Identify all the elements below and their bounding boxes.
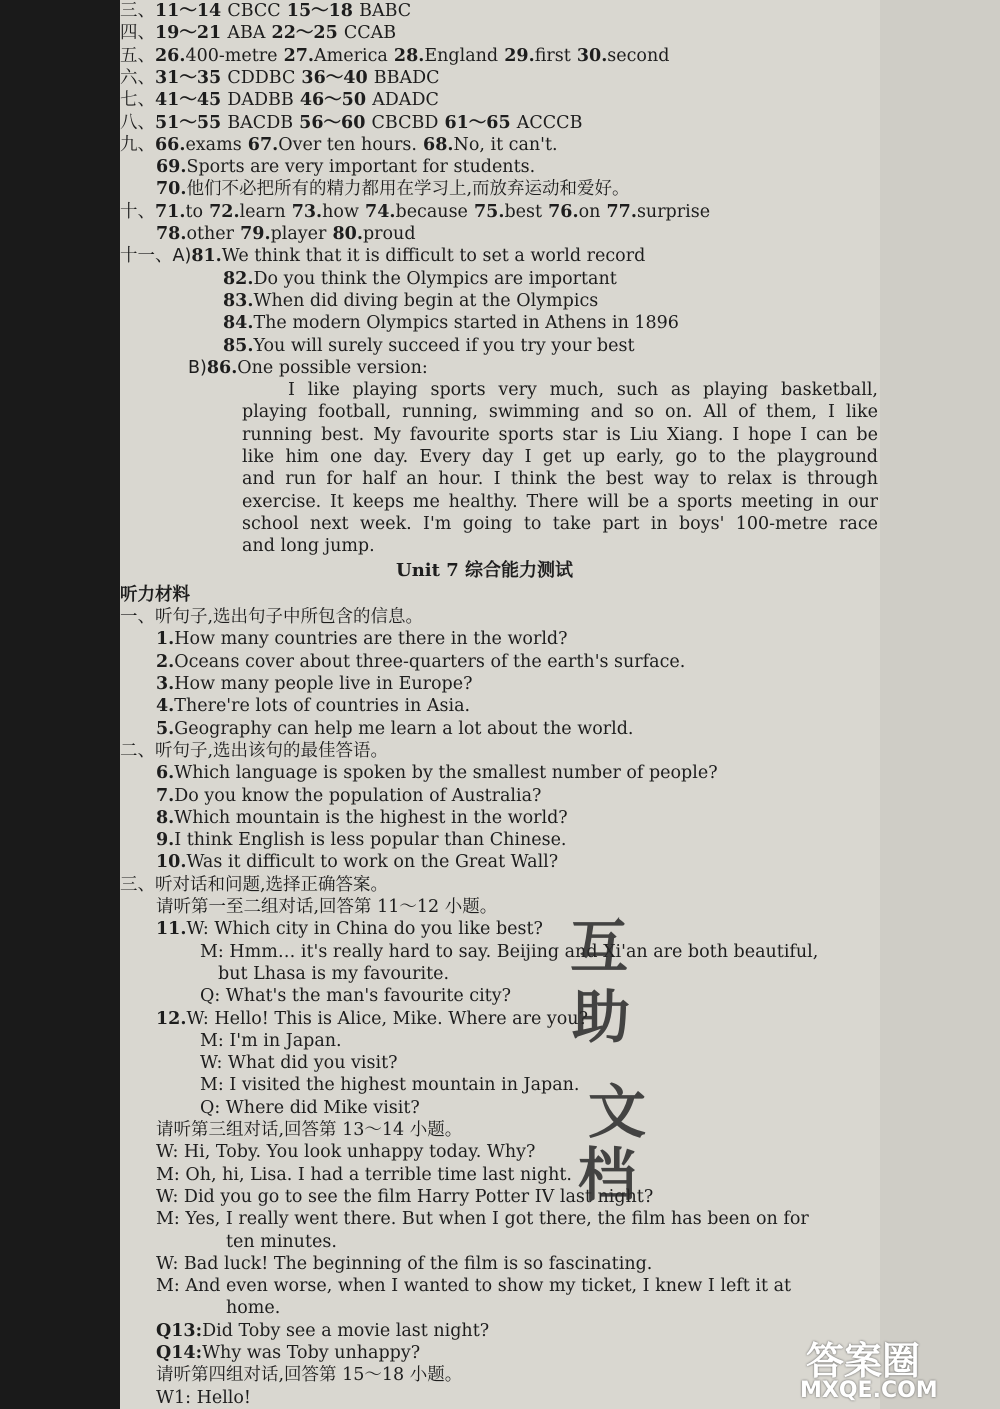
- listening-text: There're lots of countries in Asia.: [174, 696, 471, 717]
- question-number: 83.: [223, 290, 254, 311]
- listening-text: 请听第三组对话,回答第 13～14 小题。: [156, 1120, 463, 1140]
- question-number: 82.: [223, 268, 254, 289]
- question-number: 84.: [223, 313, 254, 334]
- question-number: 8.: [156, 807, 175, 828]
- listening-text: Was it difficult to work on the Great Wall?: [186, 852, 559, 873]
- question-number: 85.: [223, 335, 254, 356]
- question-number: 41～45: [155, 90, 228, 111]
- watermark-logo: 答案圈: [806, 1339, 921, 1383]
- essay-line: exercise. It keeps me healthy. There will be a sports meeting in our: [242, 491, 878, 512]
- answer-line: [120, 0, 411, 22]
- handwritten-character: 档: [578, 1141, 637, 1209]
- question-number: 61～65: [438, 112, 517, 133]
- listening-line: [156, 829, 567, 851]
- listening-line: [200, 985, 511, 1007]
- listening-text: W: Hello! This is Alice, Mike. Where are you?: [186, 1008, 588, 1029]
- listening-text: Did Toby see a movie last night?: [202, 1320, 490, 1341]
- question-number: 2.: [156, 651, 175, 672]
- answer-line: [156, 223, 416, 245]
- section-number: 八、: [120, 112, 155, 133]
- listening-line: [156, 1253, 652, 1275]
- listening-text: M: I visited the highest mountain in Japan.: [200, 1075, 580, 1096]
- listening-text: but Lhasa is my favourite.: [218, 963, 450, 984]
- question-number: Q14:: [156, 1343, 203, 1363]
- listening-text: Q: Where did Mike visit?: [200, 1097, 420, 1118]
- answer-text: No, it can't.: [453, 134, 558, 155]
- question-number: 69.: [156, 157, 187, 178]
- question-number: 46～50: [293, 90, 373, 111]
- question-number: 26.: [155, 45, 186, 66]
- question-number: 3.: [156, 674, 175, 694]
- question-number: 27.: [277, 45, 315, 66]
- answer-text: England: [424, 45, 499, 66]
- question-number: 4.: [156, 696, 175, 717]
- listening-text: W: Bad luck! The beginning of the film is so fascinating.: [156, 1253, 653, 1274]
- handwritten-character: 互: [570, 913, 629, 981]
- listening-line: [156, 1342, 420, 1364]
- answer-text: best: [504, 201, 543, 222]
- question-number: 15～18: [280, 1, 360, 21]
- answer-text: CDDBC: [227, 67, 296, 88]
- question-number: 7.: [156, 785, 175, 806]
- answer-text: Do you think the Olympics are important: [253, 268, 617, 289]
- page-margin: [880, 0, 1000, 1409]
- listening-text: Which mountain is the highest in the world?: [174, 807, 568, 828]
- watermark-url: MXQE.COM: [800, 1378, 938, 1403]
- answer-text: surprise: [636, 201, 711, 222]
- question-number: 30.: [570, 45, 608, 66]
- answer-line: [223, 335, 634, 357]
- listening-text: I think English is less popular than Chinese.: [174, 830, 567, 851]
- answer-text: America: [314, 45, 388, 66]
- question-number: 5.: [156, 718, 175, 739]
- listening-text: W: Which city in China do you like best?: [186, 919, 543, 940]
- listening-line: [156, 1164, 572, 1186]
- section-number: 三、: [120, 1, 155, 21]
- question-number: 81.: [191, 246, 222, 267]
- listening-line: [156, 785, 541, 807]
- question-number: 77.: [600, 201, 637, 222]
- listening-line: [120, 606, 423, 628]
- listening-text: 三、听对话和问题,选择正确答案。: [120, 874, 389, 895]
- listening-line: [156, 1387, 251, 1409]
- essay-line: running best. My favourite sports star is Liu Xiang. I hope I can be: [242, 424, 878, 445]
- listening-line: [120, 740, 388, 762]
- answer-text: to: [185, 201, 204, 222]
- listening-text: 请听第一至二组对话,回答第 11～12 小题。: [156, 897, 498, 917]
- answer-text: BBADC: [373, 67, 440, 88]
- listening-line: [200, 941, 818, 963]
- answer-text: because: [395, 201, 468, 222]
- question-number: 74.: [358, 201, 396, 222]
- listening-line: [156, 1320, 489, 1342]
- listening-text: 一、听句子,选出句子中所包含的信息。: [120, 607, 424, 628]
- question-number: 1.: [156, 629, 175, 650]
- answer-text: 他们不必把所有的精力都用在学习上,而放弃运动和爱好。: [186, 179, 630, 200]
- listening-line: [156, 673, 473, 695]
- answer-text: BACDB: [227, 112, 294, 133]
- listening-line: [226, 1297, 280, 1319]
- listening-text: home.: [226, 1298, 281, 1319]
- listening-text: 二、听句子,选出该句的最佳答语。: [120, 740, 389, 761]
- answer-text: on: [578, 201, 601, 222]
- listening-line: [156, 651, 685, 673]
- answer-text: One possible version:: [237, 357, 428, 378]
- listening-line: [156, 1008, 588, 1030]
- answer-text: The modern Olympics started in Athens in 1896: [253, 313, 679, 334]
- section-number: 四、: [120, 23, 155, 44]
- listening-text: M: I'm in Japan.: [200, 1030, 342, 1051]
- question-number: 6.: [156, 763, 175, 784]
- section-number: 九、: [120, 134, 155, 155]
- essay-line: and run for half an hour. I think the best way to relax is through: [242, 469, 878, 490]
- answer-text: CCAB: [343, 23, 397, 44]
- question-number: 9.: [156, 830, 175, 851]
- listening-line: [226, 1231, 337, 1253]
- question-number: 68.: [416, 134, 454, 155]
- listening-line: [156, 1275, 791, 1297]
- unit-title: Unit 7 综合能力测试: [396, 559, 573, 581]
- answer-text: proud: [362, 224, 416, 244]
- question-number: 36～40: [295, 67, 374, 88]
- listening-text: Geography can help me learn a lot about the world.: [174, 718, 634, 739]
- listening-line: [156, 1364, 462, 1386]
- answer-text: ABA: [227, 23, 266, 44]
- section-number: 十、: [120, 201, 155, 222]
- listening-text: Q: What's the man's favourite city?: [200, 986, 511, 1007]
- question-number: 66.: [155, 134, 186, 155]
- answer-line: [156, 156, 535, 178]
- listening-text: How many people live in Europe?: [174, 674, 473, 694]
- listening-text: W: Did you go to see the film Harry Potter IV last night?: [156, 1186, 654, 1207]
- question-number: 51～55: [155, 112, 228, 133]
- listening-line: [156, 718, 633, 740]
- answer-line: [120, 245, 645, 267]
- question-number: 73.: [285, 201, 323, 222]
- listening-line: [156, 628, 568, 650]
- answer-text: When did diving begin at the Olympics: [253, 290, 599, 311]
- listening-line: [120, 874, 388, 896]
- question-number: 72.: [203, 201, 240, 222]
- listening-line: [200, 1030, 342, 1052]
- listening-line: [200, 1052, 398, 1074]
- question-number: 10.: [156, 852, 187, 873]
- listening-line: [156, 1119, 462, 1141]
- question-number: 11.: [156, 919, 187, 940]
- answer-line: [120, 45, 669, 67]
- listening-line: [200, 1074, 579, 1096]
- question-number: 75.: [467, 201, 505, 222]
- listening-text: ten minutes.: [226, 1231, 337, 1252]
- handwritten-character: 文: [588, 1078, 647, 1146]
- listening-line: [156, 762, 718, 784]
- answer-line: [120, 22, 396, 44]
- answer-line: [120, 134, 558, 156]
- answer-text: 400-metre: [185, 45, 278, 66]
- question-number: 28.: [387, 45, 425, 66]
- essay-line: and long jump.: [242, 536, 375, 557]
- listening-line: [156, 1141, 535, 1163]
- answer-text: BABC: [359, 1, 412, 21]
- answer-line: [223, 268, 617, 290]
- answer-text: other: [186, 224, 235, 244]
- listening-text: Oceans cover about three-quarters of the earth's surface.: [174, 651, 686, 672]
- section-number: 六、: [120, 67, 155, 88]
- essay-line: I like playing sports very much, such as playing basketball,: [288, 380, 878, 401]
- handwritten-character: 助: [572, 983, 631, 1051]
- question-number: 29.: [498, 45, 535, 66]
- answer-text: player: [270, 224, 327, 244]
- question-number: 31～35: [155, 67, 228, 88]
- answer-text: ADADC: [372, 90, 439, 111]
- question-number: 56～60: [293, 112, 372, 133]
- essay-line: school next week. I'm going to take part in boys' 100-metre race: [242, 513, 878, 534]
- listening-line: [156, 695, 470, 717]
- section-number: B): [188, 357, 207, 378]
- answer-line: [120, 112, 582, 134]
- listening-text: W: Hi, Toby. You look unhappy today. Why?: [156, 1142, 536, 1163]
- question-number: 79.: [234, 224, 271, 244]
- question-number: 19～21: [155, 23, 228, 44]
- listening-text: Which language is spoken by the smallest number of people?: [174, 763, 718, 784]
- answer-text: Over ten hours.: [278, 134, 417, 155]
- answer-text: You will surely succeed if you try your best: [253, 335, 635, 356]
- listening-text: M: Hmm… it's really hard to say. Beijing and Xi'an are both beautiful,: [200, 941, 819, 962]
- listening-line: [156, 851, 558, 873]
- question-number: 78.: [156, 224, 187, 244]
- answer-text: CBCC: [227, 1, 281, 21]
- answer-text: DADBB: [227, 90, 294, 111]
- answer-text: learn: [239, 201, 286, 222]
- essay-line: playing football, running, swimming and so on. All of them, I like: [242, 402, 878, 423]
- question-number: 12.: [156, 1008, 187, 1029]
- listening-line: [156, 918, 543, 940]
- listening-text: Why was Toby unhappy?: [202, 1343, 421, 1363]
- listening-text: Do you know the population of Australia?: [174, 785, 542, 806]
- answer-text: We think that it is difficult to set a world record: [221, 246, 646, 267]
- question-number: 11～14: [155, 1, 228, 21]
- answer-text: first: [534, 45, 571, 66]
- question-number: 70.: [156, 179, 187, 200]
- answer-line: [120, 67, 440, 89]
- answer-text: second: [607, 45, 670, 66]
- listening-line: [156, 807, 568, 829]
- answer-line: [223, 290, 598, 312]
- section-number: 五、: [120, 45, 155, 66]
- question-number: 22～25: [265, 23, 344, 44]
- answer-text: how: [322, 201, 359, 222]
- listening-header: 听力材料: [120, 584, 190, 605]
- listening-text: 请听第四组对话,回答第 15～18 小题。: [156, 1365, 463, 1386]
- listening-line: [200, 1097, 420, 1119]
- question-number: 86.: [206, 357, 238, 378]
- answer-line: [120, 201, 710, 223]
- listening-text: M: And even worse, when I wanted to show my ticket, I knew I left it at: [156, 1276, 792, 1297]
- listening-text: W1: Hello!: [156, 1387, 251, 1408]
- answer-line: [156, 178, 630, 200]
- essay-line: like him one day. Every day I get up early, go to the playground: [242, 447, 878, 467]
- listening-line: [156, 1208, 809, 1230]
- listening-line: [218, 963, 449, 985]
- answer-text: CBCBD: [371, 112, 439, 133]
- answer-line: [120, 89, 439, 111]
- answer-text: Sports are very important for students.: [186, 157, 536, 178]
- listening-text: How many countries are there in the world?: [174, 629, 568, 650]
- answer-line: [188, 357, 428, 379]
- listening-line: [156, 896, 497, 918]
- answer-line: [223, 312, 679, 334]
- listening-text: M: Yes, I really went there. But when I got there, the film has been on for: [156, 1209, 809, 1230]
- answer-text: ACCCB: [516, 112, 583, 133]
- question-number: Q13:: [156, 1320, 203, 1341]
- question-number: 76.: [542, 201, 579, 222]
- question-number: 80.: [326, 224, 363, 244]
- section-number: 七、: [120, 90, 155, 111]
- question-number: 71.: [155, 201, 186, 222]
- section-number: 十一、A): [120, 246, 192, 267]
- scanned-page: [120, 0, 880, 1409]
- listening-text: M: Oh, hi, Lisa. I had a terrible time last night.: [156, 1164, 572, 1185]
- question-number: 67.: [241, 134, 279, 155]
- listening-text: W: What did you visit?: [200, 1053, 398, 1074]
- answer-text: exams: [185, 134, 242, 155]
